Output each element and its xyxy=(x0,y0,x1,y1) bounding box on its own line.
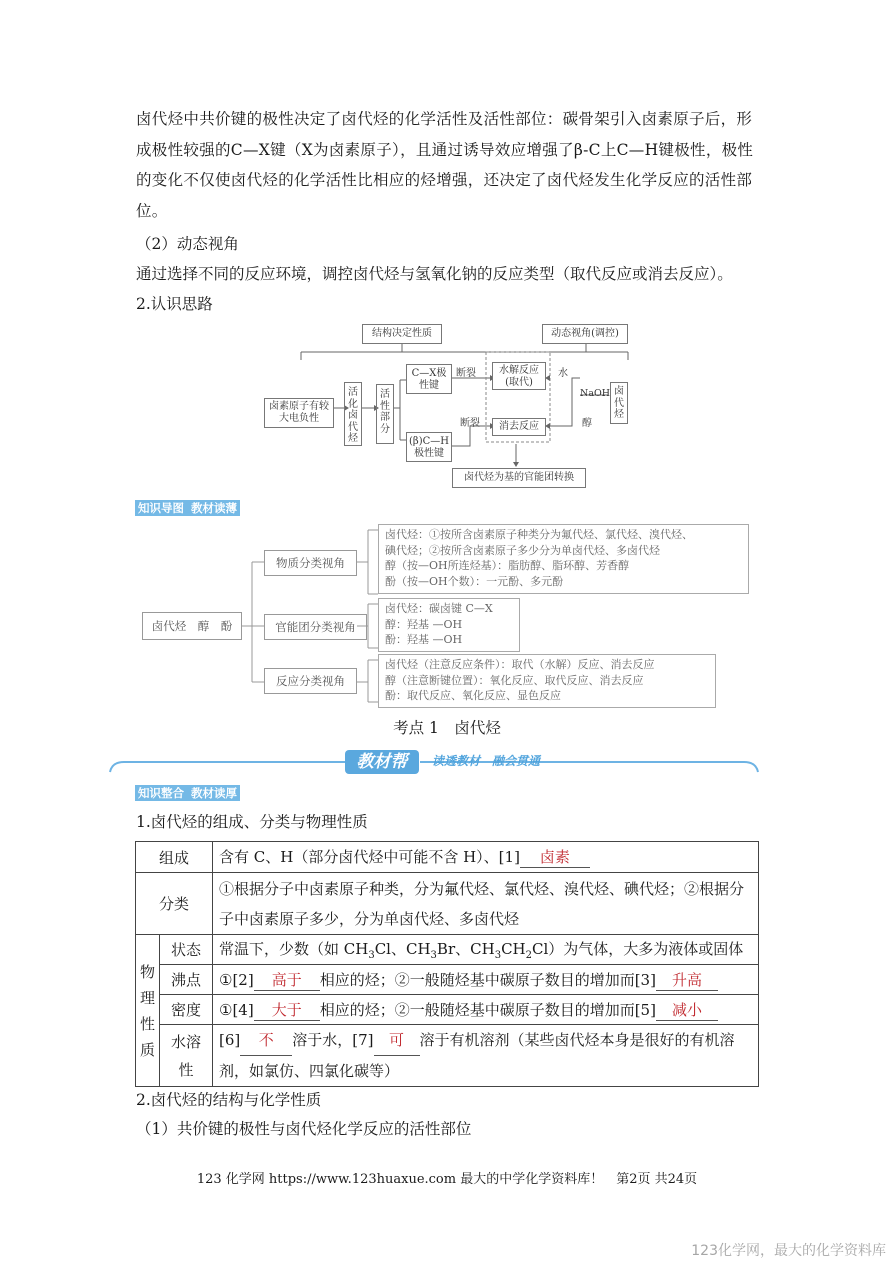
table-row xyxy=(136,1025,759,1087)
composition-text: 含有 C、H（部分卤代烃中可能不含 H）、[1] xyxy=(219,848,520,866)
density-cell xyxy=(213,995,759,1025)
composition-cell xyxy=(213,842,759,873)
break-label-2: 断裂 xyxy=(460,418,480,429)
detail-line: 卤代烃（注意反应条件）：取代（水解）反应、消去反应 xyxy=(385,658,655,671)
banner-main: 教材帮 xyxy=(356,752,408,772)
mindmap-root: 卤代烃 醇 酚 xyxy=(142,612,242,640)
tag-integrate-part1: 知识整合 xyxy=(138,786,184,800)
section1-heading: 1.卤代烃的组成、分类与物理性质 xyxy=(136,813,368,831)
table-row xyxy=(136,873,759,935)
answer-5: 减小 xyxy=(656,999,718,1021)
section2-heading: 2.卤代烃的结构与化学性质 xyxy=(136,1091,322,1109)
elimination-box: 消去反应 xyxy=(492,418,546,436)
dynamic-text: 通过选择不同的反应环境，调控卤代烃与氢氧化钠的反应类型（取代反应或消去反应）。 xyxy=(136,265,733,283)
detail-line: 醇（注意断键位置）：氧化反应、取代反应、消去反应 xyxy=(385,673,644,687)
activated-box: 活化卤代烃 xyxy=(344,382,362,446)
detail-line: 酚（按—OH个数）：一元酚、多元酚 xyxy=(385,574,564,588)
answer-7: 可 xyxy=(374,1025,420,1056)
solubility-label xyxy=(160,1025,213,1087)
answer-6: 不 xyxy=(240,1025,292,1056)
state-label: 状态 xyxy=(160,935,213,965)
table-row xyxy=(136,995,759,1025)
structure-title-box: 结构决定性质 xyxy=(362,324,442,344)
composition-label: 组成 xyxy=(136,842,213,873)
answer-4: 大于 xyxy=(254,999,320,1021)
detail-line: 醇：羟基 —OH xyxy=(385,617,463,631)
mindmap-branch-material: 物质分类视角 xyxy=(264,550,357,576)
physical-label-text: 物理性质 xyxy=(140,962,156,1059)
halogen-box: 卤素原子有较大电负性 xyxy=(264,398,334,428)
tag-mindmap-part2: 教材读薄 xyxy=(191,501,238,515)
detail-line: 酚：取代反应、氧化反应、显色反应 xyxy=(385,689,561,702)
physical-label xyxy=(136,935,160,1087)
tag-integrate-part2: 教材读厚 xyxy=(191,786,238,800)
haloalkane-box: 卤代烃 xyxy=(610,382,628,424)
detail-line: 醇（按—OH所连烃基）：脂肪醇、脂环醇、芳香醇 xyxy=(385,559,630,572)
density-mid: 相应的烃；②一般随烃基中碳原子数目的增加而[5] xyxy=(319,1000,656,1019)
thinking-heading: 2.认识思路 xyxy=(136,295,213,313)
boiling-pre: ①[2] xyxy=(219,970,254,989)
hydrolysis-box: 水解反应(取代) xyxy=(492,362,546,390)
detail-line: 碘代烃；②按所含卤素原子多少分为单卤代烃、多卤代烃 xyxy=(385,543,660,557)
mindmap-branch-functional: 官能团分类视角 xyxy=(264,614,367,640)
water-label: 水 xyxy=(558,368,568,379)
boiling-cell xyxy=(213,965,759,995)
solubility-cell xyxy=(213,1025,759,1087)
tag-mindmap-part1: 知识导图 xyxy=(138,501,184,515)
naoh-label: NaOH xyxy=(580,388,611,399)
break-label-1: 断裂 xyxy=(456,368,476,379)
detail-line: 卤代烃：①按所含卤素原子种类分为氟代烃、氯代烃、溴代烃、 xyxy=(385,528,693,541)
mindmap-branch-reaction: 反应分类视角 xyxy=(264,668,357,694)
properties-table xyxy=(135,841,759,1087)
density-label: 密度 xyxy=(160,995,213,1025)
answer-2: 高于 xyxy=(254,969,320,991)
table-row xyxy=(136,965,759,995)
intro-paragraph: 卤代烃中共价键的极性决定了卤代烃的化学活性及活性部位：碳骨架引入卤素原子后，形成极性较强的C—X键（X为卤素原子），且通过诱导效应增强了β-C上C—H键极性，极性的变化不仅使卤代烃的化学活性比相应的烃增强，还决定了卤代烃发生化学反应的活性部位。 xyxy=(136,110,754,220)
banner-sub: 读透教材 融会贯通 xyxy=(432,754,541,768)
answer-1: 卤素 xyxy=(520,846,590,868)
kaodian-title: 考点 1 卤代烃 xyxy=(393,719,501,737)
cx-bond-box: C—X极性键 xyxy=(406,364,452,394)
active-site-box: 活性部分 xyxy=(376,384,394,444)
solubility-pre: [6] xyxy=(219,1031,241,1049)
page-footer: 123 化学网 https://www.123huaxue.com 最大的中学化学资料库！ 第2页 共24页 xyxy=(196,1172,698,1187)
classification-label: 分类 xyxy=(136,873,213,935)
result-box: 卤代烃为基的官能团转换 xyxy=(452,468,586,488)
table-row xyxy=(136,935,759,965)
solubility-label-text: 水溶性 xyxy=(170,1032,201,1079)
detail-line: 酚：羟基 —OH xyxy=(385,633,463,646)
ch-bond-box: (β)C—H极性键 xyxy=(406,432,452,462)
state-text-pre: 常温下，少数（如 CH xyxy=(219,940,369,958)
state-cell: 常温下，少数（如 $CH_3Cl$、$CH_3Br$、$CH_3CH_2Cl$）为气体，大多为液体或固体 xyxy=(213,935,759,965)
table-row xyxy=(136,842,759,873)
detail-line: 卤代烃：碳卤键 C—X xyxy=(385,602,493,615)
section2-subheading: （1）共价键的极性与卤代烃化学反应的活性部位 xyxy=(136,1120,472,1138)
alcohol-label: 醇 xyxy=(582,418,592,429)
classification-text: ①根据分子中卤素原子种类，分为氟代烃、氯代烃、溴代烃、碘代烃；②根据分子中卤素原子多少，分为单卤代烃、多卤代烃 xyxy=(213,873,759,935)
dynamic-heading: （2）动态视角 xyxy=(136,235,239,253)
dynamic-title-box: 动态视角(调控) xyxy=(542,324,628,344)
boiling-mid: 相应的烃；②一般随烃基中碳原子数目的增加而[3] xyxy=(319,970,656,989)
watermark: 123化学网，最大的化学资料库 xyxy=(691,1243,886,1259)
boiling-label: 沸点 xyxy=(160,965,213,995)
density-pre: ①[4] xyxy=(219,1000,254,1019)
state-text-post: ）为气体，大多为液体或固体 xyxy=(548,940,744,958)
solubility-mid: 溶于水，[7] xyxy=(292,1031,374,1049)
solubility-post: 溶于有机溶剂（某些卤代烃本身是很好的有机溶剂，如氯仿、四氯化碳等） xyxy=(219,1031,735,1080)
tag-integrate xyxy=(135,785,240,801)
answer-3: 升高 xyxy=(656,969,718,991)
